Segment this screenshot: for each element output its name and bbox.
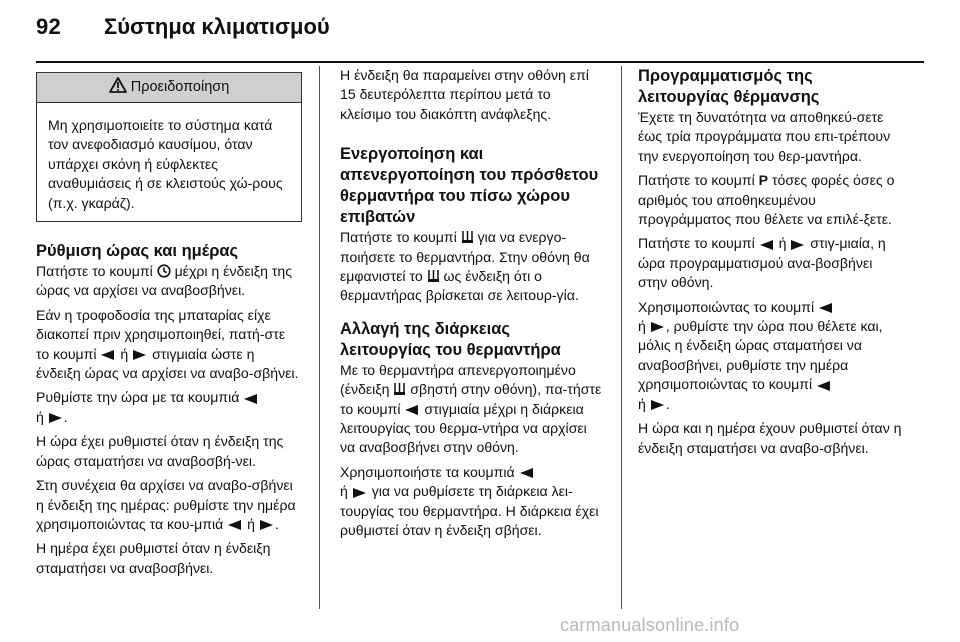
heading-time-day: Ρύθμιση ώρας και ημέρας: [36, 242, 239, 261]
heater-icon: [393, 382, 406, 396]
paragraph: Εάν η τροφοδοσία της μπαταρίας είχε διακοπεί πριν χρησιμοποιηθεί, πατή-στε το κουμπί ή στιγμιαία ώστε η ένδειξη ώρας να αρχίσει να αναβο-σβήνει.: [36, 306, 299, 382]
arrow-right-button-icon: [133, 350, 146, 360]
program-key-label: P: [758, 172, 769, 189]
warning-triangle-icon: [109, 77, 127, 93]
column-right: [638, 66, 903, 463]
arrow-right-button-icon: [651, 400, 664, 410]
warning-header: [37, 73, 301, 103]
arrow-left-button-icon: [101, 350, 114, 360]
paragraph: Πατήστε το κουμπί ή στιγ-μιαία, η ώρα προγραμματισμού ανα-βοσβήνει στην οθόνη.: [638, 235, 886, 291]
column-left: [36, 72, 301, 583]
arrow-right-button-icon: [260, 520, 273, 530]
header-rule: [36, 61, 924, 63]
paragraph: Πατήστε το κουμπί μέχρι η ένδειξη της ώρας να αρχίσει να αναβοσβήνει.: [36, 263, 293, 299]
paragraph: Πατήστε το κουμπί P τόσες φορές όσες ο αριθμός του αποθηκευμένου προγράμματος που θέλετε να επιλέ-ξετε.: [638, 172, 895, 228]
arrow-left-button-icon: [817, 381, 830, 391]
page-header: [0, 0, 960, 62]
paragraph: Η ημέρα έχει ρυθμιστεί όταν η ένδειξη σταματήσει να αναβοσβήνει.: [36, 540, 271, 576]
arrow-left-button-icon: [760, 240, 773, 250]
paragraph: Η ώρα έχει ρυθμιστεί όταν η ένδειξη της ώρας σταματήσει να αναβοσβή-νει.: [36, 433, 284, 469]
arrow-left-button-icon: [520, 468, 533, 478]
column-middle: [340, 66, 605, 546]
paragraph: Έχετε τη δυνατότητα να αποθηκεύ-σετε έως τρία προγράμματα που επι-τρέπουν την ενεργοποίηση του θερ-μαντήρα.: [638, 109, 891, 164]
page-title: Σύστημα κλιματισμού: [104, 14, 330, 39]
arrow-right-button-icon: [651, 322, 664, 332]
paragraph: Χρησιμοποιήστε τα κουμπιά ή για να ρυθμίσετε τη διάρκεια λει-τουργίας του θερμαντήρα. Η διάρκεια έχει ρυθμιστεί όταν η ένδειξη σβήσει.: [340, 463, 599, 539]
warning-box: [36, 72, 302, 222]
arrow-right-button-icon: [791, 240, 804, 250]
warning-title: Προειδοποίηση: [130, 79, 230, 95]
arrow-left-button-icon: [819, 303, 832, 313]
arrow-left-button-icon: [244, 394, 257, 404]
paragraph: Χρησιμοποιώντας το κουμπί ή , ρυθμίστε την ώρα που θέλετε και, μόλις η ένδειξη ώρας σταματήσει να αναβοσβήνει, ρυθμίστε την ημέρα χρησιμοποιώντας το κουμπί ή .: [638, 298, 883, 412]
paragraph: Ρυθμίστε την ώρα με τα κουμπιά ή .: [36, 388, 301, 427]
paragraph: Με το θερμαντήρα απενεργοποιημένο (ένδειξη σβηστή στην οθόνη), πα-τήστε το κουμπί στιγμιαία μέχρι η διάρκεια λειτουργίας του θερμα-ντήρα να αρχίσει να αναβοσβήνει στην οθόνη.: [340, 361, 602, 456]
page-number: 92: [36, 14, 62, 39]
watermark: carmanualsonline.info: [560, 615, 740, 635]
paragraph: Στη συνέχεια θα αρχίσει να αναβο-σβήνει η ένδειξη της ημέρας: ρυθμίστε την ημέρα χρησιμοποιώντας τα κου-μπιά ή .: [36, 477, 296, 532]
clock-button-icon: [157, 264, 171, 278]
column-divider: [621, 66, 622, 609]
warning-text: Μη χρησιμοποιείτε το σύστημα κατά τον ανεφοδιασμό καυσίμου, όταν υπάρχει σκόνη ή εύφλεκτες αναθυμιάσεις ή σε κλειστούς χώ-ρους (π.χ. γκαράζ).: [48, 117, 283, 211]
paragraph: Η ώρα και η ημέρα έχουν ρυθμιστεί όταν η ένδειξη σταματήσει να αναβο-σβήνει.: [638, 420, 902, 456]
arrow-right-button-icon: [353, 488, 366, 498]
heading-programming: Προγραμματισμός της λειτουργίας θέρμανσης: [638, 67, 820, 106]
arrow-left-button-icon: [405, 405, 418, 415]
arrow-right-button-icon: [49, 413, 62, 423]
paragraph: Πατήστε το κουμπί για να ενεργο-ποιήσετε το θερμαντήρα. Στην οθόνη θα εμφανιστεί το ως ένδειξη ότι ο θερμαντήρας βρίσκεται σε λειτουρ-γία.: [340, 229, 590, 304]
heater-icon: [427, 269, 440, 283]
column-divider: [319, 66, 320, 609]
arrow-left-button-icon: [228, 520, 241, 530]
heading-heater-duration: Αλλαγή της διάρκειας λειτουργίας του θερμαντήρα: [340, 319, 561, 359]
heading-heater-activation: Ενεργοποίηση και απενεργοποίηση του πρόσθετου θερμαντήρα του πίσω χώρου επιβατών: [340, 145, 599, 227]
heater-icon: [461, 230, 474, 244]
paragraph: Η ένδειξη θα παραμείνει στην οθόνη επί 15 δευτερόλεπτα περίπου μετά το κλείσιμο του διακόπτη ανάφλεξης.: [340, 67, 589, 122]
